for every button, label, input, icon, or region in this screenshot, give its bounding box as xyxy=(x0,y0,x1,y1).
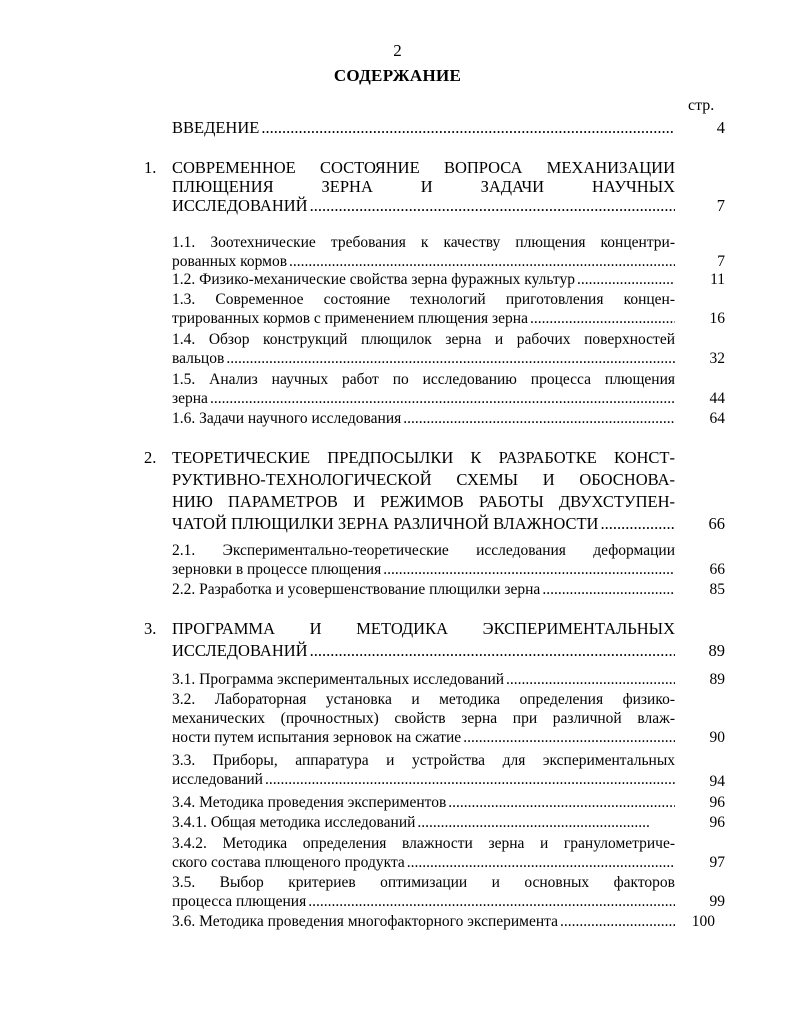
toc-line: 3.2. Лабораторная установка и методика определения физико- xyxy=(172,691,675,708)
toc-chapter-3 xyxy=(144,618,725,662)
page-number: 2 xyxy=(393,41,402,60)
toc-line: 3.4.1. Общая методика исследований xyxy=(172,814,416,831)
toc-page-ref: 94 xyxy=(709,773,725,790)
toc-page-ref: 96 xyxy=(709,794,725,811)
toc-line: ИССЛЕДОВАНИЙ xyxy=(172,196,308,215)
toc-chapter-1 xyxy=(144,158,725,215)
dot-leader xyxy=(463,728,675,747)
toc-line: механических (прочностных) свойств зерна при различной влаж- xyxy=(172,710,675,727)
dot-leader xyxy=(403,409,675,428)
toc-page-ref: 16 xyxy=(709,310,725,327)
toc-page-ref: 66 xyxy=(708,514,725,533)
toc-page-ref: 64 xyxy=(709,410,725,427)
toc-line: 1.3. Современное состояние технологий приготовления концен- xyxy=(172,291,675,308)
toc-page-ref: 89 xyxy=(708,641,725,660)
dot-leader xyxy=(289,252,675,271)
toc-page-ref: 32 xyxy=(709,350,725,367)
toc-line: ЧАТОЙ ПЛЮЩИЛКИ ЗЕРНА РАЗЛИЧНОЙ ВЛАЖНОСТИ xyxy=(172,514,599,533)
dot-leader xyxy=(261,118,675,137)
toc-line: ПРОГРАММА И МЕТОДИКА ЭКСПЕРИМЕНТАЛЬНЫХ xyxy=(172,619,675,638)
toc-line: ТЕОРЕТИЧЕСКИЕ ПРЕДПОСЫЛКИ К РАЗРАБОТКЕ КОНСТ- xyxy=(172,448,675,467)
chapter-number: 2. xyxy=(144,448,157,467)
toc-line: 3.4. Методика проведения экспериментов xyxy=(172,794,447,811)
toc-line: 3.5. Выбор критериев оптимизации и основных факторов xyxy=(172,874,675,891)
toc-page-ref: 7 xyxy=(717,253,725,270)
dot-leader xyxy=(210,389,675,408)
toc-line: исследований xyxy=(172,771,263,788)
chapter-number: 1. xyxy=(144,158,157,177)
dot-leader xyxy=(542,580,675,599)
toc-entry-3-4 xyxy=(172,793,725,812)
toc-line: 3.6. Методика проведения многофакторного эксперимента xyxy=(172,913,559,930)
toc-line: трированных кормов с применением плющения зерна xyxy=(172,310,528,327)
dot-leader xyxy=(310,640,675,662)
toc-page-ref: 89 xyxy=(709,671,725,688)
toc-line: ского состава плющеного продукта xyxy=(172,854,405,871)
toc-entry-1-3 xyxy=(172,290,725,328)
toc-line: 1.5. Анализ научных работ по исследованию процесса плющения xyxy=(172,371,675,388)
toc-page-ref: 11 xyxy=(710,271,725,288)
toc-entry-1-1 xyxy=(172,233,725,271)
toc-page-ref: 100 xyxy=(691,913,715,930)
page-column-header: стр. xyxy=(688,97,715,114)
toc-page-ref: 99 xyxy=(709,893,725,910)
toc-page-ref: 66 xyxy=(709,561,725,578)
toc-line: 3.1. Программа экспериментальных исследований xyxy=(172,671,505,688)
toc-entry-3-5 xyxy=(172,873,725,911)
toc-page-ref: 97 xyxy=(709,854,725,871)
toc-page-ref: 90 xyxy=(709,729,725,746)
toc-line: ности путем испытания зерновок на сжатие xyxy=(172,729,462,746)
dot-leader xyxy=(600,513,675,535)
toc-line: зерна xyxy=(172,390,208,407)
toc-entry-1-6 xyxy=(172,409,725,428)
toc-line: 2.2. Разработка и усовершенствование плющилки зерна xyxy=(172,581,541,598)
toc-entry-3-4-2 xyxy=(172,834,725,872)
page-title: СОДЕРЖАНИЕ xyxy=(333,66,462,85)
dot-leader xyxy=(310,196,675,215)
toc-line: 2.1. Экспериментально-теоретические исследования деформации xyxy=(172,542,675,559)
toc-page-ref: 96 xyxy=(709,814,725,831)
toc-line: вальцов xyxy=(172,350,225,367)
toc-entry-2-1 xyxy=(172,541,725,579)
toc-entry-3-3 xyxy=(172,751,725,790)
chapter-number: 3. xyxy=(144,619,157,638)
toc-line: рованных кормов xyxy=(172,253,288,270)
dot-leader xyxy=(417,813,650,832)
dot-leader xyxy=(560,912,675,931)
toc-line: СОВРЕМЕННОЕ СОСТОЯНИЕ ВОПРОСА МЕХАНИЗАЦИИ xyxy=(172,158,675,177)
toc-chapter-2 xyxy=(144,447,725,535)
toc-entry-1-5 xyxy=(172,370,725,408)
dot-leader xyxy=(448,793,675,812)
toc-line: 3.4.2. Методика определения влажности зерна и гранулометриче- xyxy=(172,835,675,852)
toc-entry-1-4 xyxy=(172,330,725,368)
toc-entry-3-2 xyxy=(172,690,725,747)
dot-leader xyxy=(226,349,675,368)
toc-page-ref: 4 xyxy=(716,118,725,137)
toc-line: ПЛЮЩЕНИЯ ЗЕРНА И ЗАДАЧИ НАУЧНЫХ xyxy=(172,177,675,196)
toc-line: 1.6. Задачи научного исследования xyxy=(172,410,402,427)
toc-line: зерновки в процессе плющения xyxy=(172,561,382,578)
dot-leader xyxy=(383,560,675,579)
dot-leader xyxy=(265,770,675,789)
toc-entry-intro xyxy=(172,118,725,137)
dot-leader xyxy=(407,853,675,872)
toc-page-ref: 85 xyxy=(709,581,725,598)
toc-entry-1-2 xyxy=(172,270,725,289)
toc-entry-text: ВВЕДЕНИЕ xyxy=(172,118,260,137)
toc-entry-3-6 xyxy=(172,912,715,931)
toc-line: 3.3. Приборы, аппаратура и устройства для экспериментальных xyxy=(172,752,675,769)
toc-page-ref: 7 xyxy=(716,196,725,215)
dot-leader xyxy=(530,309,675,328)
dot-leader xyxy=(506,670,675,689)
toc-line: ИССЛЕДОВАНИЙ xyxy=(172,641,308,660)
toc-line: РУКТИВНО-ТЕХНОЛОГИЧЕСКОЙ СХЕМЫ И ОБОСНОВА- xyxy=(172,470,675,489)
dot-leader xyxy=(308,892,675,911)
toc-entry-2-2 xyxy=(172,580,725,599)
toc-line: процесса плющения xyxy=(172,893,307,910)
toc-line: 1.2. Физико-механические свойства зерна фуражных культур xyxy=(172,271,575,288)
toc-page-ref: 44 xyxy=(709,390,725,407)
dot-leader xyxy=(577,270,675,289)
toc-entry-3-4-1 xyxy=(172,813,725,832)
toc-entry-3-1 xyxy=(172,670,725,689)
toc-line: НИЮ ПАРАМЕТРОВ И РЕЖИМОВ РАБОТЫ ДВУХСТУПЕН- xyxy=(172,492,675,511)
toc-line: 1.1. Зоотехнические требования к качеству плющения концентри- xyxy=(172,234,675,251)
toc-line: 1.4. Обзор конструкций плющилок зерна и рабочих поверхностей xyxy=(172,331,675,348)
